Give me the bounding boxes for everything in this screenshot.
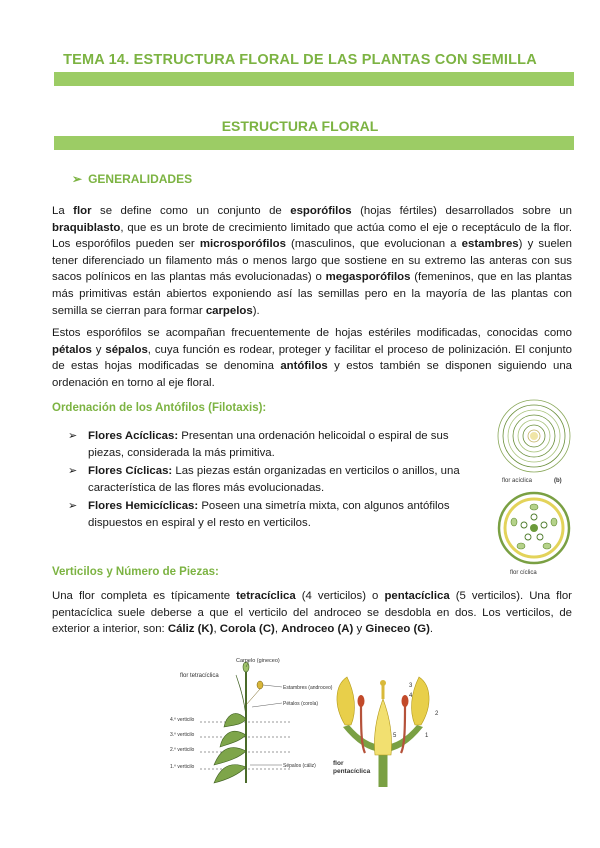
title-bar bbox=[54, 72, 574, 86]
num-2: 2 bbox=[435, 711, 439, 717]
text: (masculinos, que evolucionan a bbox=[285, 238, 462, 251]
section-title: ESTRUCTURA FLORAL bbox=[221, 118, 379, 134]
section-bar bbox=[54, 136, 574, 150]
text: (5 verticilos). Una flor pentacíclica suele deberse a que el verticilo del androceo se desdobla en dos. Los verticilos, de exterior a interior, son: bbox=[52, 590, 572, 636]
acyclic-mark: (b) bbox=[554, 478, 562, 484]
term-microsporofilos: microsporófilos bbox=[199, 238, 286, 251]
term-esporofilos: esporófilos bbox=[290, 205, 352, 217]
text: , bbox=[213, 623, 220, 636]
list-item-term: Flores Cíclicas: bbox=[88, 465, 173, 478]
acyclic-flower-figure bbox=[492, 398, 576, 488]
term-braquiblasto: braquiblasto bbox=[52, 221, 121, 234]
label-v1: 1.º verticilo bbox=[170, 764, 195, 770]
acyclic-caption: flor acíclica bbox=[502, 478, 533, 484]
text: , que es un brote de crecimiento limitado que actúa como el eje o receptáculo de la flor. Los esporófilos pueden ser bbox=[52, 221, 572, 251]
term-gineceo: Gineceo (G) bbox=[365, 623, 430, 636]
paragraph-verticilos bbox=[52, 588, 572, 638]
filotaxis-list bbox=[68, 428, 480, 534]
subsection-heading bbox=[72, 172, 192, 186]
text: se define como un conjunto de bbox=[91, 205, 291, 217]
num-1: 1 bbox=[425, 733, 429, 739]
list-item-term: Flores Hemicíclicas: bbox=[88, 500, 199, 513]
text: (femeninos, que en las plantas más primitivas están abiertos exponiendo así las semillas pero en la mayoría de las plantas con semilla se cierran para formar bbox=[52, 271, 572, 317]
text: , bbox=[274, 623, 282, 636]
arrow-bullet-icon: ➢ bbox=[68, 500, 78, 513]
text: La bbox=[52, 205, 74, 217]
filotaxis-heading: Ordenación de los Antófilos (Filotaxis): bbox=[52, 402, 267, 414]
term-flor: flor bbox=[73, 205, 92, 217]
list-item-text: Las piezas están organizadas en verticilos o anillos, una característica de las flores más evolucionadas. bbox=[88, 465, 460, 494]
label-penta-title-1: flor bbox=[333, 760, 344, 767]
term-corola: Corola (C) bbox=[219, 623, 275, 636]
label-v3: 3.º verticilo bbox=[170, 732, 195, 738]
term-tetraciclica: tetracíclica bbox=[236, 590, 296, 602]
term-caliz: Cáliz (K) bbox=[167, 623, 214, 636]
label-estambres: Estambres (androceo) bbox=[283, 685, 333, 691]
text: . bbox=[429, 623, 434, 636]
label-sepalos: Sépalos (cáliz) bbox=[283, 763, 316, 769]
label-v2: 2.º verticilo bbox=[170, 747, 195, 753]
subsection-label: GENERALIDADES bbox=[88, 172, 193, 186]
text: (hojas fértiles) desarrollados sobre un bbox=[351, 205, 572, 217]
cyclic-caption: flor cíclica bbox=[510, 570, 537, 576]
text: ) y suelen tener diferenciado un filamento más o menos largo que sostiene en su extremo las anteras con sus sacos polínicos en las plantas más evolucionadas) o bbox=[52, 238, 572, 284]
term-petalos: pétalos bbox=[52, 343, 92, 356]
term-pentaciclica: pentacíclica bbox=[384, 590, 450, 602]
text: (4 verticilos) o bbox=[295, 590, 385, 602]
list-item-term: Flores Acíclicas: bbox=[88, 430, 179, 442]
text: y bbox=[91, 343, 106, 356]
list-item-text: Presentan una ordenación helicoidal o espiral de sus piezas, considerada la más primitiva. bbox=[88, 430, 449, 459]
term-carpelos: carpelos bbox=[205, 304, 253, 317]
label-v4: 4.º verticilo bbox=[170, 717, 195, 723]
tetracyclic-flower-diagram bbox=[170, 655, 333, 785]
text: ). bbox=[252, 304, 260, 317]
text: Estos esporófilos se acompañan frecuentemente de hojas estériles modificadas, conocidas como bbox=[52, 327, 572, 339]
page-title: TEMA 14. ESTRUCTURA FLORAL DE LAS PLANTAS CON SEMILLA bbox=[63, 52, 537, 68]
arrow-bullet-icon: ➢ bbox=[68, 465, 78, 478]
label-penta-title-2: pentacíclica bbox=[333, 768, 371, 775]
term-sepalos: sépalos bbox=[105, 343, 148, 356]
verticilos-heading: Verticilos y Número de Piezas: bbox=[52, 566, 219, 578]
text: y estos también se disponen siguiendo una ordenación en torno al eje floral. bbox=[52, 360, 572, 389]
text: Una flor completa es típicamente bbox=[52, 590, 237, 602]
label-carpelo: Carpelo (gineceo) bbox=[236, 658, 280, 664]
list-item bbox=[68, 498, 480, 531]
text: y bbox=[353, 623, 366, 636]
paragraph-flor bbox=[52, 203, 572, 319]
list-item bbox=[68, 463, 480, 496]
pentacyclic-flower-diagram bbox=[325, 665, 455, 787]
term-antofilos: antófilos bbox=[280, 360, 328, 373]
label-tetra-title: flor tetracíclica bbox=[180, 673, 219, 679]
num-4: 4 bbox=[409, 693, 413, 699]
term-estambres: estambres bbox=[461, 238, 519, 251]
num-3: 3 bbox=[409, 683, 413, 689]
paragraph-antofilos bbox=[52, 325, 572, 391]
arrow-bullet-icon: ➢ bbox=[72, 172, 83, 186]
text: , cuya función es rodear, proteger y facilitar el proceso de polinización. El conjunto de estas hojas modificadas se denomina bbox=[52, 343, 572, 373]
term-androceo: Androceo (A) bbox=[281, 623, 354, 636]
term-megasporofilos: megasporófilos bbox=[325, 271, 411, 284]
arrow-bullet-icon: ➢ bbox=[68, 430, 78, 442]
cyclic-flower-figure bbox=[492, 490, 576, 580]
label-petalos: Pétalos (corola) bbox=[283, 701, 319, 707]
list-item bbox=[68, 428, 480, 461]
num-5: 5 bbox=[393, 733, 397, 739]
list-item-text: Poseen una simetría mixta, con algunos antófilos dispuestos en espiral y el resto en verticilos. bbox=[88, 500, 450, 529]
